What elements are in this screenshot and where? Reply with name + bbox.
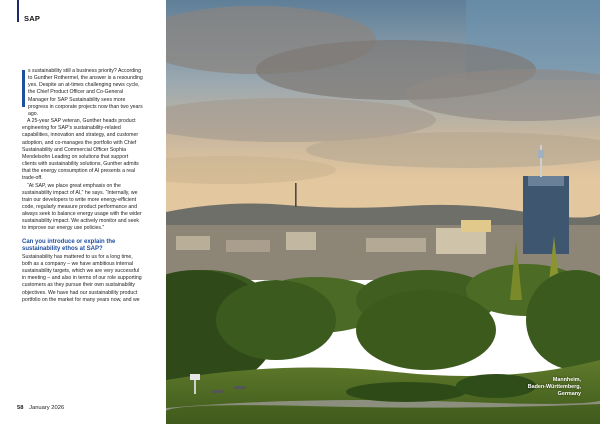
article-paragraph: Sustainability has mattered to us for a long time, both as a company – we have ambitious internal sustainability targets, which we are very successful in meeting – and also in terms of our role supporting customers as they pursue their own sustainability objectives. We have had our sustainability product portfolio on the market for many years now, and we [22,253,142,303]
city-photo-illustration [166,0,600,424]
brand-accent-bar [17,0,19,22]
photo-caption: Mannheim, Baden-Württemberg, Germany [527,377,581,397]
article-paragraph: “At SAP, we place great emphasis on the sustainability impact of AI,” he says. “Internally, we train our developers to write more energy-efficient code, regularly measure product performance and always seek to balance energy usage with the wider sustainability impact. We actively monitor and seek to improve our energy use policies.” [22,182,142,232]
page-folio [17,405,64,411]
article-paragraph: A 25-year SAP veteran, Gunther heads product engineering for SAP’s sustainability-related capabilities, innovation and strategy, and customer adoption, and co-manages the portfolio with Chief Sustainability and Commercial Officer Sophia Mendelsohn Leading on solutions that support clients with sustainability solutions, Gunther admits that the energy consumption of AI presents a real trade-off. [22,118,139,182]
drop-cap-bar [22,70,25,107]
issue-date: January 2026 [29,405,65,411]
left-page [0,0,166,424]
article-body [22,68,143,304]
page-number: 58 [17,405,24,411]
article-subheading: Can you introduce or explain the sustainability ethos at SAP? [22,238,116,253]
brand-label: SAP [24,14,41,23]
article-paragraph: s sustainability still a business priority? According to Gunther Rothermel, the answer is a resounding yes. Despite an at-times challenging news cycle, the Chief Product Officer and Co-General Manager for SAP Sustainability sees more progress in corporate projects now than two years ago. [22,68,143,118]
city-photo [166,0,600,424]
